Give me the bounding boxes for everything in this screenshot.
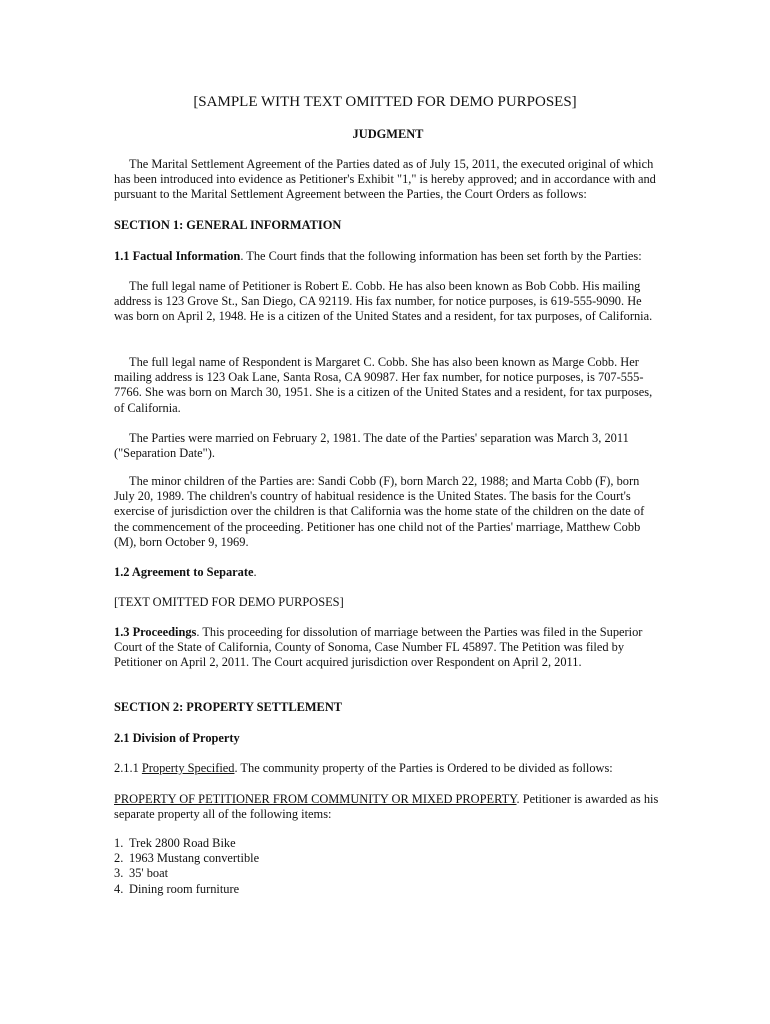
- list-item-number: 3.: [114, 866, 124, 881]
- list-item-text: 1963 Mustang convertible: [129, 851, 260, 866]
- marriage-paragraph: The Parties were married on February 2, 1981. The date of the Parties' separation was March 3, 2011 ("Separation Date").: [114, 431, 629, 461]
- factual-information-paragraph: [114, 249, 662, 264]
- agreement-to-separate-label: 1.2 Agreement to Separate: [114, 565, 254, 579]
- property-specified-text: . The community property of the Parties is Ordered to be divided as follows:: [234, 761, 613, 775]
- factual-information-text: . The Court finds that the following information has been set forth by the Parties:: [240, 249, 642, 263]
- petitioner-paragraph: The full legal name of Petitioner is Robert E. Cobb. He has also been known as Bob Cobb. His mailing address is 123 Grove St., San Diego, CA 92119. His fax number, for notice purposes, is 619-555-9090. He was born on April 2, 1948. He is a citizen of the United States and a resident, for tax purposes, of California.: [114, 279, 653, 324]
- intro-paragraph: The Marital Settlement Agreement of the Parties dated as of July 15, 2011, the executed original of which has been introduced into evidence as Petitioner's Exhibit "1," is hereby approved; and in accordance with and pursuant to the Marital Settlement Agreement between the Parties, the Court Orders as follows:: [114, 157, 656, 202]
- agreement-to-separate-suffix: .: [253, 565, 257, 579]
- section-2-heading: SECTION 2: PROPERTY SETTLEMENT: [114, 700, 343, 714]
- petitioner-property-label: PROPERTY OF PETITIONER FROM COMMUNITY OR MIXED PROPERTY: [114, 792, 517, 806]
- sample-banner: [SAMPLE WITH TEXT OMITTED FOR DEMO PURPOSES]: [193, 94, 577, 110]
- list-item-text: 35' boat: [129, 866, 169, 881]
- list-item: [114, 866, 662, 881]
- proceedings-label: 1.3 Proceedings: [114, 625, 197, 639]
- property-specified-label: Property Specified: [141, 761, 235, 775]
- factual-information-label: 1.1 Factual Information: [114, 249, 241, 263]
- list-item-number: 2.: [114, 851, 124, 866]
- respondent-paragraph: The full legal name of Respondent is Margaret C. Cobb. She has also been known as Marge Cobb. Her mailing address is 123 Oak Lane, Santa Rosa, CA 90987. Her fax number, for notice purposes, is 707-555-7766. She was born on March 30, 1951. She is a citizen of the United States and a resident, for tax purposes, of California.: [114, 355, 653, 415]
- list-item: [114, 836, 662, 851]
- list-item-number: 4.: [114, 881, 124, 896]
- petitioner-property-text: . Petitioner is awarded as his separate property all of the following items:: [114, 792, 659, 822]
- division-of-property-heading: 2.1 Division of Property: [114, 731, 240, 745]
- property-specified-number: 2.1.1: [114, 761, 142, 775]
- agreement-to-separate-paragraph: [114, 565, 662, 580]
- section-1-heading: SECTION 1: GENERAL INFORMATION: [114, 218, 342, 232]
- proceedings-text: . This proceeding for dissolution of marriage between the Parties was filed in the Superior Court of the State of California, County of Sonoma, Case Number FL 45897. The Petition was filed by Petitioner on April 2, 2011. The Court acquired jurisdiction over Respondent on April 2, 2011.: [114, 625, 643, 670]
- property-specified-paragraph: [114, 761, 662, 776]
- list-item-text: Trek 2800 Road Bike: [129, 836, 236, 850]
- petitioner-property-paragraph: [114, 792, 662, 822]
- proceedings-paragraph: [114, 625, 662, 671]
- omitted-text-notice: [TEXT OMITTED FOR DEMO PURPOSES]: [114, 595, 344, 609]
- petitioner-property-list: [114, 836, 662, 897]
- list-item-text: Dining room furniture: [129, 881, 240, 896]
- list-item: [114, 882, 662, 897]
- children-paragraph: The minor children of the Parties are: Sandi Cobb (F), born March 22, 1988; and Marta Cobb (F), born July 20, 1989. The children's country of habitual residence is the United States. The basis for the Court's exercise of jurisdiction over the children is that California was the home state of the children on the date of the commencement of the proceeding. Petitioner has one child not of the Parties' marriage, Matthew Cobb (M), born October 9, 1969.: [114, 474, 645, 549]
- list-item: [114, 851, 662, 866]
- list-item-number: 1.: [114, 836, 124, 850]
- document-title: JUDGMENT: [352, 127, 424, 141]
